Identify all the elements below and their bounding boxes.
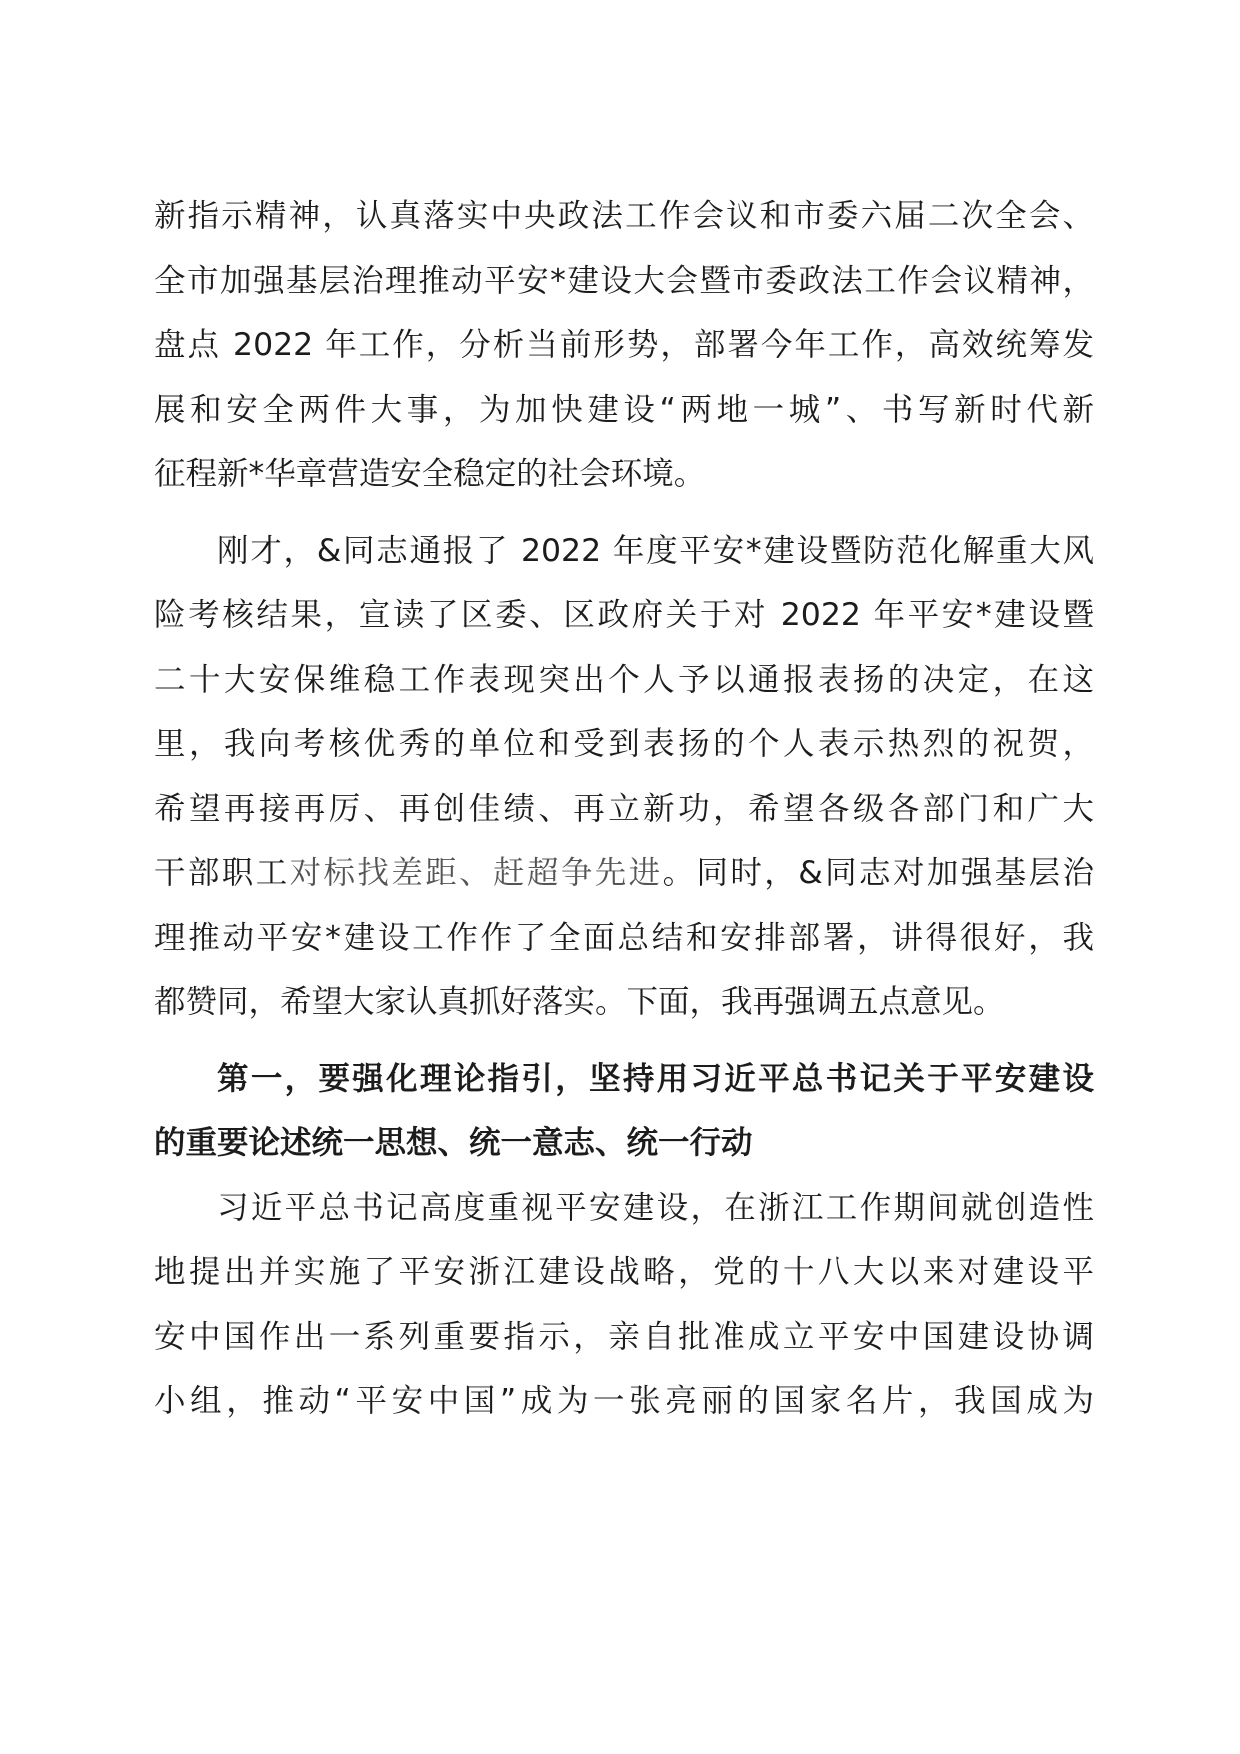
text-line: 刚才，&同志通报了 2022 年度平安*建设暨防范化解重大风 bbox=[217, 532, 1094, 569]
section-heading bbox=[154, 1047, 1094, 1176]
text-segment-grey: 对标找差距、赶超争先进 bbox=[289, 855, 663, 891]
text-line: 理推动平安*建设工作作了全面总结和安排部署，讲得很好，我 bbox=[154, 919, 1094, 956]
paragraph-body bbox=[154, 1176, 1094, 1434]
text-line: 地提出并实施了平安浙江建设战略，党的十八大以来对建设平 bbox=[154, 1254, 1094, 1290]
text-line: 习近平总书记高度重视平安建设，在浙江工作期间就创造性 bbox=[217, 1189, 1094, 1226]
text-line: 二十大安保维稳工作表现突出个人予以通报表扬的决定，在这 bbox=[154, 661, 1094, 698]
text-line: 都赞同，希望大家认真抓好落实。下面，我再强调五点意见。 bbox=[154, 984, 1005, 1020]
heading-line: 第一，要强化理论指引，坚持用习近平总书记关于平安建设 bbox=[217, 1060, 1094, 1097]
paragraph-notice bbox=[154, 519, 1094, 1035]
heading-line: 的重要论述统一思想、统一意志、统一行动 bbox=[154, 1125, 753, 1161]
text-line: 里，我向考核优秀的单位和受到表扬的个人表示热烈的祝贺， bbox=[154, 726, 1094, 762]
text-line bbox=[154, 841, 1094, 906]
text-line: 盘点 2022 年工作，分析当前形势，部署今年工作，高效统筹发 bbox=[154, 327, 1094, 363]
text-line: 新指示精神，认真落实中央政法工作会议和市委六届二次全会、 bbox=[154, 198, 1094, 234]
text-line: 安中国作出一系列重要指示，亲自批准成立平安中国建设协调 bbox=[154, 1318, 1094, 1355]
text-line: 征程新*华章营造安全稳定的社会环境。 bbox=[154, 456, 706, 492]
text-line: 展和安全两件大事，为加快建设“两地一城”、书写新时代新 bbox=[154, 391, 1094, 428]
text-line: 全市加强基层治理推动平安*建设大会暨市委政法工作会议精神， bbox=[154, 262, 1094, 299]
text-segment: 干部职工 bbox=[154, 855, 290, 891]
text-line: 小组，推动“平安中国”成为一张亮丽的国家名片，我国成为 bbox=[154, 1383, 1094, 1419]
text-segment: 。同时，&同志对加强基层治 bbox=[662, 855, 1094, 891]
paragraph-intro bbox=[154, 184, 1094, 507]
text-line: 希望再接再厉、再创佳绩、再立新功，希望各级各部门和广大 bbox=[154, 790, 1094, 827]
document-page bbox=[154, 184, 1094, 1434]
text-line: 险考核结果，宣读了区委、区政府关于对 2022 年平安*建设暨 bbox=[154, 597, 1094, 633]
